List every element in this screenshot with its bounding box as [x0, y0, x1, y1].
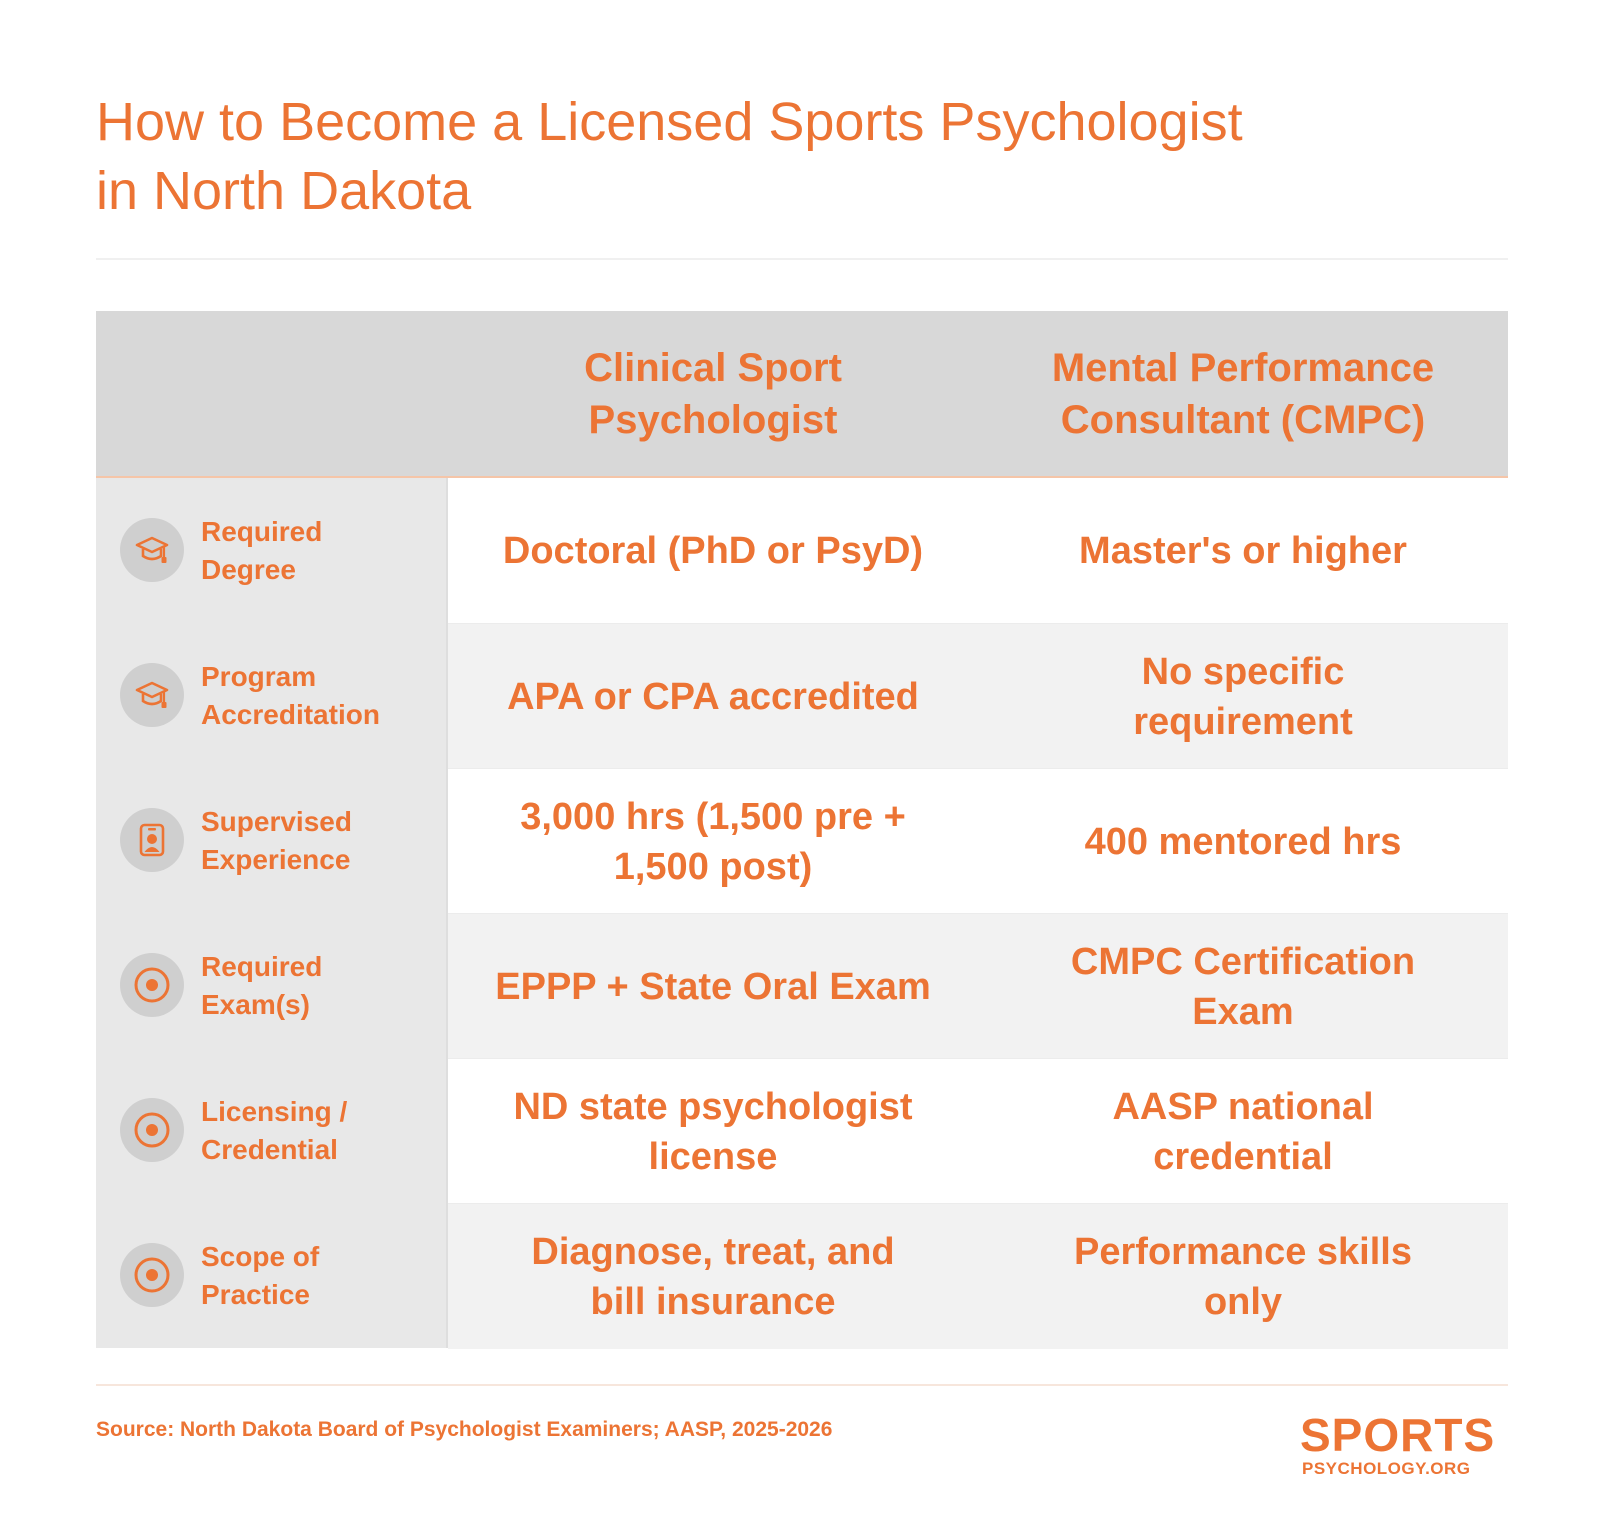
- cell-line: Doctoral (PhD or PsyD): [502, 529, 924, 572]
- row-header: [96, 1058, 448, 1203]
- row-header: [96, 1203, 448, 1348]
- cell-line: Performance skills: [1074, 1230, 1412, 1273]
- cell-line: only: [1203, 1280, 1283, 1323]
- row-label-line: Practice: [201, 1278, 310, 1310]
- cell-cmpc: [978, 914, 1508, 1059]
- cell-line: Exam: [1192, 990, 1294, 1033]
- row-label-line: Exam(s): [201, 988, 310, 1020]
- cell-cmpc: [978, 1204, 1508, 1349]
- cell-cmpc: [978, 1059, 1508, 1204]
- row-label: [201, 478, 322, 623]
- column-header-line: Consultant (CMPC): [1060, 397, 1426, 442]
- cell-line: 400 mentored hrs: [1084, 820, 1402, 863]
- cell-cmpc: [978, 478, 1508, 623]
- row-label-line: Credential: [201, 1133, 338, 1165]
- cell-line: 1,500 post): [613, 845, 813, 888]
- target-icon: [120, 1243, 184, 1307]
- row-label: [201, 768, 352, 913]
- column-header-clinical: [448, 311, 978, 476]
- cell-line: ND state psychologist: [513, 1085, 913, 1128]
- row-label-line: Program: [201, 660, 317, 692]
- cell-line: requirement: [1133, 700, 1353, 743]
- target-icon: [120, 953, 184, 1017]
- cell-clinical: [448, 624, 978, 769]
- logo-subtitle: PSYCHOLOGY.ORG: [1302, 1459, 1471, 1478]
- row-header: [96, 913, 448, 1058]
- table-row: [96, 1058, 1508, 1203]
- graduation-cap-icon: [120, 663, 184, 727]
- row-label: [201, 913, 322, 1058]
- table-row: [96, 913, 1508, 1058]
- title-line-1: How to Become a Licensed Sports Psychologist: [96, 92, 1243, 152]
- target-icon: [120, 1098, 184, 1162]
- row-values: [448, 768, 1508, 914]
- table-row: [96, 1203, 1508, 1348]
- row-label-line: Experience: [201, 843, 351, 875]
- row-label-line: Accreditation: [201, 698, 380, 730]
- cell-cmpc: [978, 769, 1508, 914]
- column-header-cmpc: [978, 311, 1508, 476]
- cell-clinical: [448, 478, 978, 623]
- table-row: [96, 623, 1508, 768]
- row-label-line: Degree: [201, 553, 296, 585]
- row-header: [96, 768, 448, 913]
- title-line-2: in North Dakota: [96, 161, 472, 221]
- row-label: [201, 1203, 319, 1348]
- logo-wordmark: SPORTS: [1300, 1409, 1496, 1461]
- cell-line: APA or CPA accredited: [507, 675, 919, 718]
- row-values: [448, 1058, 1508, 1204]
- cell-cmpc: [978, 624, 1508, 769]
- row-label-line: Required: [201, 950, 323, 982]
- cell-clinical: [448, 1204, 978, 1349]
- table-header: [96, 311, 1508, 478]
- cell-clinical: [448, 769, 978, 914]
- cell-line: Diagnose, treat, and: [531, 1230, 895, 1273]
- cell-clinical: [448, 914, 978, 1059]
- cell-line: No specific: [1141, 650, 1345, 693]
- row-header: [96, 623, 448, 768]
- id-badge-icon: [120, 808, 184, 872]
- cell-line: Master's or higher: [1079, 529, 1407, 572]
- sportspsychology-logo: [1300, 1409, 1510, 1482]
- cell-line: 3,000 hrs (1,500 pre +: [520, 795, 906, 838]
- row-label-line: Supervised: [201, 805, 352, 837]
- cell-line: CMPC Certification: [1070, 940, 1416, 983]
- cell-line: bill insurance: [590, 1280, 836, 1323]
- table-row: [96, 768, 1508, 913]
- row-label-line: Required: [201, 515, 323, 547]
- bottom-divider: [96, 1384, 1508, 1386]
- source-note: Source: North Dakota Board of Psychologist Examiners; AASP, 2025-2026: [96, 1418, 833, 1441]
- table-row: [96, 478, 1508, 623]
- cell-line: license: [648, 1135, 778, 1178]
- cell-line: credential: [1153, 1135, 1333, 1178]
- row-label-line: Licensing /: [201, 1095, 348, 1127]
- column-header-line: Clinical Sport: [584, 345, 842, 390]
- row-label: [201, 623, 380, 768]
- column-header-line: Mental Performance: [1051, 345, 1435, 390]
- row-label-line: Scope of: [201, 1240, 320, 1272]
- row-header: [96, 478, 448, 623]
- top-divider: [96, 258, 1508, 260]
- comparison-table: [96, 311, 1508, 1348]
- cell-line: AASP national: [1112, 1085, 1374, 1128]
- row-label: [201, 1058, 347, 1203]
- row-values: [448, 623, 1508, 769]
- row-values: [448, 913, 1508, 1059]
- row-values: [448, 478, 1508, 623]
- cell-line: EPPP + State Oral Exam: [495, 965, 931, 1008]
- page-title: [96, 88, 1396, 226]
- graduation-cap-icon: [120, 518, 184, 582]
- column-header-line: Psychologist: [588, 397, 838, 442]
- row-values: [448, 1203, 1508, 1349]
- cell-clinical: [448, 1059, 978, 1204]
- table-body: [96, 478, 1508, 1348]
